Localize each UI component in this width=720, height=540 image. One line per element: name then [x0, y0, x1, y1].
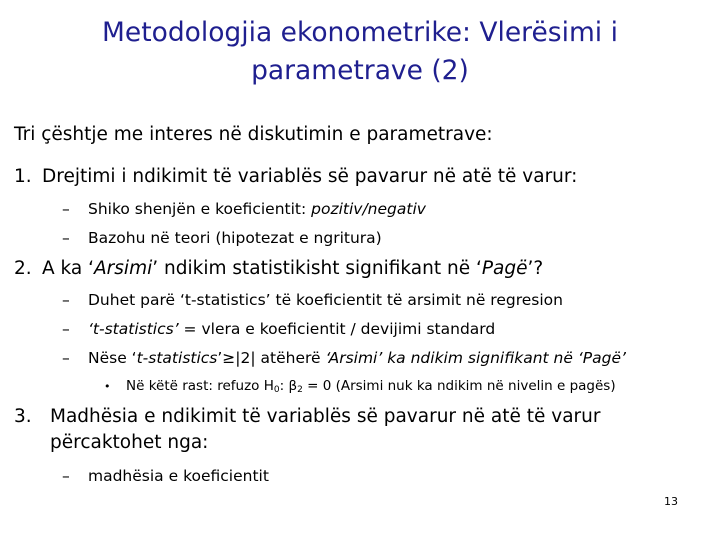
- subsub-text-a: Në këtë rast: refuzo H: [126, 378, 274, 394]
- item-1-sub-2-text: Bazohu në teori (hipotezat e ngritura): [88, 229, 382, 247]
- item-2-number: 2.: [14, 258, 32, 279]
- item-2-sub-3-text-a: Nëse ‘: [88, 349, 137, 367]
- item-2: [14, 258, 543, 279]
- item-1-sub-1: [62, 200, 426, 218]
- subsub-text-c: = 0 (Arsimi nuk ka ndikim në nivelin e pagës): [302, 378, 616, 394]
- bullet-icon: •: [104, 380, 111, 393]
- slide-title-line-2: parametrave (2): [251, 55, 469, 86]
- dash-icon: –: [62, 320, 70, 338]
- item-1-number: 1.: [14, 166, 32, 187]
- item-1-sub-1-emph: pozitiv/negativ: [311, 200, 426, 218]
- subsub-text-b: : β: [279, 378, 298, 394]
- item-2-sub-3: [62, 349, 626, 367]
- item-2-sub-2: [62, 320, 495, 338]
- item-3-continuation: përcaktohet nga:: [50, 432, 209, 453]
- item-1-sub-1-text: Shiko shenjën e koeficientit:: [88, 200, 312, 218]
- item-3-sub-1: [62, 467, 269, 485]
- item-2-sub-3-text-b: t-statistics: [136, 349, 218, 367]
- item-2-sub-1-text: Duhet parë ‘t-statistics’ të koeficientit të arsimit në regresion: [88, 291, 563, 309]
- item-1: [14, 166, 577, 187]
- item-1-text: Drejtimi i ndikimit të variablës së pavarur në atë të varur:: [42, 166, 578, 187]
- dash-icon: –: [62, 467, 70, 485]
- item-2-sub-1: [62, 291, 563, 309]
- item-2-text-b: Arsimi: [94, 258, 153, 279]
- slide-title-line-1: Metodologjia ekonometrike: Vlerësimi i: [102, 17, 618, 48]
- item-3-sub-1-text: madhësia e koeficientit: [88, 467, 269, 485]
- item-2-sub-3-text-d: ‘Arsimi’ ka ndikim signifikant në ‘Pagë’: [325, 349, 626, 367]
- item-2-sub-2-text: = vlera e koeficientit / devijimi standard: [178, 320, 496, 338]
- item-3: [14, 406, 601, 427]
- subscript-0: 0: [273, 385, 280, 395]
- intro-text: Tri çështje me interes në diskutimin e parametrave:: [14, 124, 493, 145]
- slide-title: [40, 14, 680, 90]
- item-2-text-d: Pagë: [481, 258, 528, 279]
- item-3-text: Madhësia e ndikimit të variablës së pavarur në atë të varur: [50, 406, 601, 427]
- dash-icon: –: [62, 229, 70, 247]
- dash-icon: –: [62, 200, 70, 218]
- item-2-text-a: A ka ‘: [42, 258, 95, 279]
- item-2-sub-3-text-c: ’≥|2| atëherë: [217, 349, 326, 367]
- page-number: 13: [664, 495, 678, 508]
- item-3-number: 3.: [14, 406, 32, 427]
- item-2-sub-2-emph: ‘t-statistics’: [88, 320, 179, 338]
- dash-icon: –: [62, 291, 70, 309]
- subscript-2: 2: [297, 385, 303, 395]
- dash-icon: –: [62, 349, 70, 367]
- item-1-sub-2: [62, 229, 382, 247]
- item-2-subsub: [104, 378, 616, 395]
- item-2-text-e: ’?: [527, 258, 544, 279]
- item-2-text-c: ’ ndikim statistikisht signifikant në ‘: [152, 258, 482, 279]
